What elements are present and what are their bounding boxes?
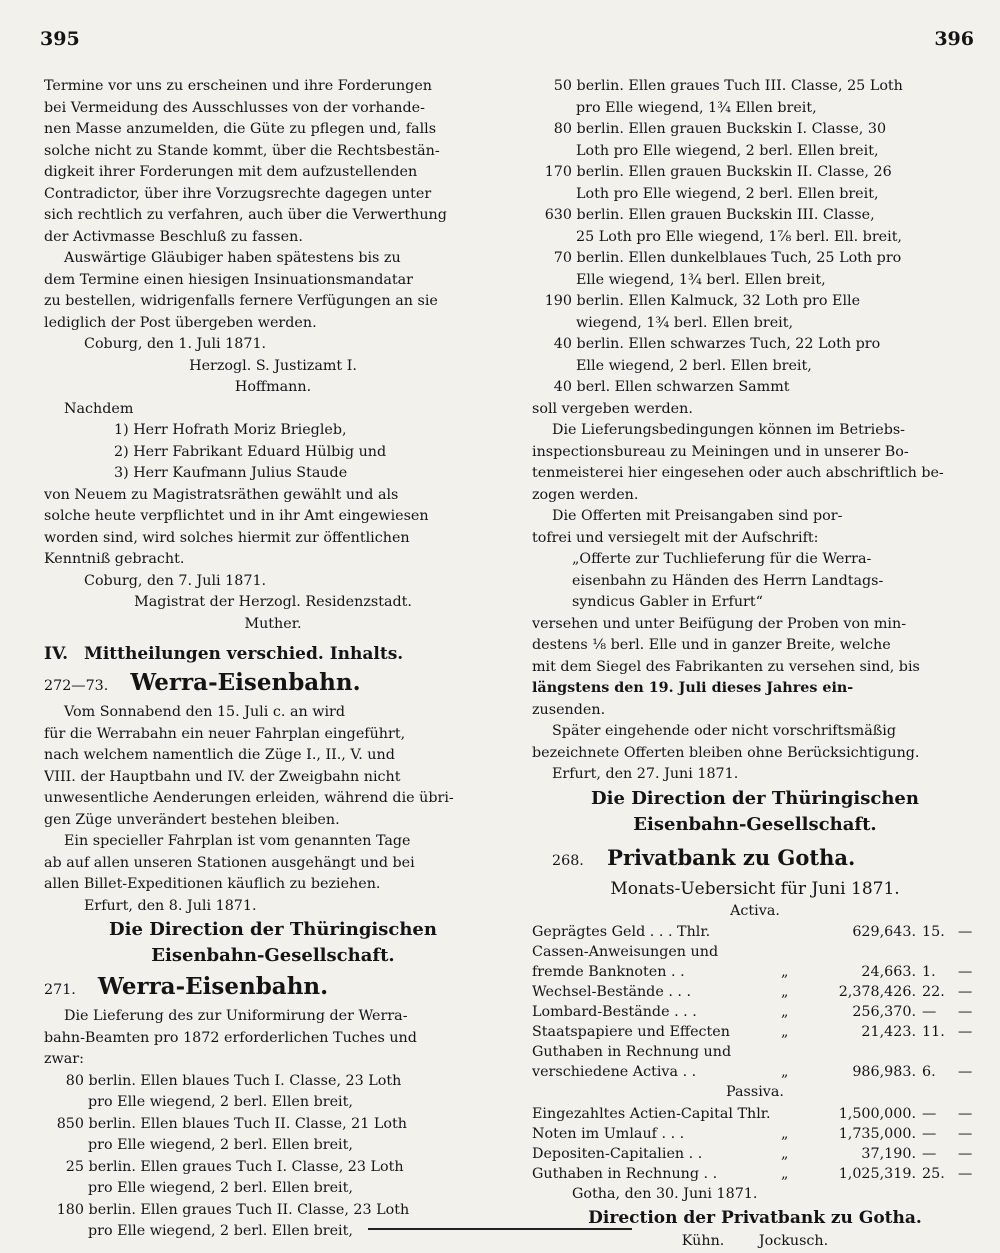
text-line: zu bestellen, widrigenfalls fernere Verfügungen an sie	[44, 293, 438, 309]
finance-pfennig: —	[958, 1004, 973, 1020]
finance-pfennig	[958, 1042, 978, 1062]
ditto-mark: „	[781, 1004, 789, 1020]
finance-groschen: 22.	[922, 984, 945, 1000]
section-heading	[44, 641, 502, 667]
item-text: berlin. Ellen schwarzes Tuch, 22 Loth pro	[576, 336, 881, 352]
section-number: IV.	[44, 644, 69, 664]
ditto-mark: „	[781, 1125, 789, 1142]
text-line: VIII. der Hauptbahn und IV. der Zweigbahn nicht	[44, 768, 401, 785]
text-line: zwar:	[44, 1051, 84, 1067]
text-line: Nachdem	[64, 400, 134, 417]
item-line	[532, 291, 978, 313]
text-line: Termine vor uns zu erscheinen und ihre Forderungen	[44, 78, 433, 94]
finance-label: Depositen-Capitalien . .	[532, 1145, 703, 1162]
notice-title: Privatbank zu Gotha.	[607, 844, 856, 870]
ditto-mark: „	[781, 1024, 789, 1040]
text-line: Später eingehende oder nicht vorschriftsmäßig	[552, 723, 897, 739]
right-column	[532, 76, 978, 1253]
finance-groschen: 6.	[922, 1064, 936, 1080]
item-line	[532, 162, 978, 184]
item-text: berlin. Ellen blaues Tuch I. Classe, 23 Loth	[88, 1072, 402, 1089]
finance-label: Guthaben in Rechnung und	[532, 1044, 732, 1060]
finance-pfennig	[958, 942, 978, 962]
item-line	[532, 248, 978, 270]
finance-groschen: —	[922, 1105, 937, 1122]
finance-amount: 1,735,000.	[838, 1125, 916, 1142]
section-title: Mittheilungen verschied. Inhalts.	[84, 644, 404, 664]
text-line: der Activmasse Beschluß zu fassen.	[44, 228, 303, 245]
text-line: allen Billet-Expeditionen käuflich zu beziehen.	[44, 876, 381, 892]
finance-label: Geprägtes Geld . . . Thlr.	[532, 924, 711, 940]
finance-pfennig: —	[958, 1024, 973, 1040]
finance-amount: 986,983.	[852, 1064, 916, 1080]
text-line: Ein specieller Fahrplan ist vom genannten Tage	[64, 833, 411, 849]
finance-groschen: 1.	[922, 964, 936, 980]
quote-line: eisenbahn zu Händen des Herrn Landtags-	[572, 572, 884, 589]
finance-amount: 2,378,426.	[838, 984, 916, 1000]
finance-groschen: 11.	[922, 1024, 945, 1040]
notice-title: Werra-Eisenbahn.	[97, 973, 329, 1000]
notice-body	[44, 1006, 502, 1243]
bank-heading	[532, 842, 978, 877]
date-line: Gotha, den 30. Juni 1871.	[572, 1185, 758, 1202]
signatory: Jockusch.	[758, 1233, 829, 1249]
item-qty: 50	[553, 78, 572, 94]
finance-row	[532, 1062, 978, 1082]
direction-signature	[532, 786, 978, 838]
finance-groschen: 25.	[922, 1165, 945, 1182]
item-qty: 70	[553, 250, 572, 266]
ditto-mark: „	[781, 984, 789, 1000]
ditto-mark	[781, 922, 801, 942]
finance-groschen	[916, 942, 958, 962]
text-line: sich rechtlich zu verfahren, auch über die Verwerthung	[44, 207, 447, 223]
text-line: nach welchem namentlich die Züge I., II., V. und	[44, 747, 395, 763]
item-qty: 170	[544, 164, 572, 180]
text-line: solche heute verpflichtet und in ihr Amt eingewiesen	[44, 508, 429, 524]
quote-line: „Offerte zur Tuchlieferung für die Werra-	[572, 551, 872, 567]
person-line: 2) Herr Fabrikant Eduard Hülbig und	[114, 443, 387, 460]
item-text: berlin. Ellen graues Tuch III. Classe, 25 Loth	[576, 78, 903, 94]
item-qty: 80	[553, 121, 572, 137]
finance-label: Cassen-Anweisungen und	[532, 944, 719, 960]
ditto-mark: „	[781, 1064, 789, 1080]
direction-line: Eisenbahn-Gesellschaft.	[151, 945, 395, 966]
item-text: berlin. Ellen grauen Buckskin II. Classe, 26	[576, 164, 892, 180]
text-line: Vom Sonnabend den 15. Juli c. an wird	[64, 704, 346, 720]
finance-pfennig: —	[958, 1125, 973, 1142]
page-number-right: 396	[934, 28, 974, 50]
text-line: bezeichnete Offerten bleiben ohne Berücksichtigung.	[532, 744, 920, 761]
item-line	[532, 377, 978, 399]
item-line	[44, 1071, 502, 1093]
finance-label: Lombard-Bestände . . .	[532, 1004, 697, 1020]
text-line: mit dem Siegel des Fabrikanten zu versehen sind, bis	[532, 658, 920, 675]
finance-pfennig: —	[958, 1105, 973, 1122]
date-line: Erfurt, den 27. Juni 1871.	[552, 766, 739, 782]
item-text: berlin. Ellen blaues Tuch II. Classe, 21 Loth	[88, 1115, 407, 1132]
activa-label: Activa.	[730, 902, 780, 919]
item-qty: 630	[544, 207, 572, 223]
finance-row	[532, 982, 978, 1002]
item-line: Elle wiegend, 2 berl. Ellen breit,	[576, 357, 812, 374]
bank-names	[532, 1231, 978, 1253]
finance-amount	[801, 942, 916, 962]
item-line: 25 Loth pro Elle wiegend, 1⅞ berl. Ell. breit,	[576, 228, 902, 245]
finance-amount	[801, 1042, 916, 1062]
ditto-mark	[781, 1104, 801, 1124]
finance-amount: 1,025,319.	[838, 1165, 916, 1182]
finance-label: Staatspapiere und Effecten	[532, 1024, 730, 1040]
item-qty: 190	[544, 293, 572, 309]
item-qty: 180	[56, 1201, 84, 1218]
notice-number: 271.	[44, 982, 76, 998]
finance-row	[532, 1144, 978, 1164]
item-text: berlin. Ellen graues Tuch I. Classe, 23 Loth	[88, 1158, 404, 1175]
text-line: bei Vermeidung des Ausschlusses von der vorhande-	[44, 99, 425, 116]
finance-label: verschiedene Activa . .	[532, 1064, 697, 1080]
items-continued	[532, 76, 978, 786]
text-line: destens ⅛ berl. Elle und in ganzer Breite, welche	[532, 637, 891, 653]
signatory: Kühn.	[681, 1233, 725, 1249]
item-line: pro Elle wiegend, 2 berl. Ellen breit,	[88, 1137, 353, 1153]
text-line: lediglich der Post übergeben werden.	[44, 314, 317, 331]
signature-office: Herzogl. S. Justizamt I.	[189, 357, 357, 374]
finance-pfennig: —	[958, 1064, 973, 1080]
person-line: 1) Herr Hofrath Moriz Briegleb,	[114, 422, 347, 438]
notice-number: 268.	[552, 852, 584, 869]
finance-pfennig: —	[958, 1145, 973, 1162]
item-line: pro Elle wiegend, 2 berl. Ellen breit,	[88, 1180, 353, 1196]
item-qty: 850	[56, 1115, 84, 1132]
finance-amount: 629,643.	[852, 924, 916, 940]
item-qty: 40	[553, 336, 572, 352]
passiva-label: Passiva.	[726, 1084, 784, 1100]
left-column	[44, 76, 502, 1243]
text-line: bahn-Beamten pro 1872 erforderlichen Tuches und	[44, 1029, 417, 1046]
quote-line: syndicus Gabler in Erfurt“	[572, 594, 763, 610]
finance-amount: 256,370.	[852, 1004, 916, 1020]
finance-pfennig: —	[958, 984, 973, 1000]
item-line: Loth pro Elle wiegend, 2 berl. Ellen breit,	[576, 185, 879, 202]
direction-line: Die Direction der Thüringischen	[591, 787, 919, 809]
date-line: Coburg, den 1. Juli 1871.	[84, 336, 267, 352]
finance-row	[532, 1042, 978, 1062]
text-line: zogen werden.	[532, 486, 639, 503]
notice-number: 272—73.	[44, 678, 109, 694]
item-line: pro Elle wiegend, 2 berl. Ellen breit,	[88, 1094, 353, 1110]
finance-label: Eingezahltes Actien-Capital Thlr.	[532, 1105, 771, 1122]
finance-amount: 21,423.	[861, 1024, 916, 1040]
text-line: dem Termine einen hiesigen Insinuationsmandatar	[44, 271, 413, 288]
text-line: Contradictor, über ihre Vorzugsrechte dagegen unter	[44, 185, 432, 202]
finance-groschen: —	[922, 1004, 937, 1020]
text-line: tofrei und versiegelt mit der Aufschrift:	[532, 529, 819, 546]
item-line	[44, 1157, 502, 1179]
finance-pfennig: —	[958, 924, 973, 940]
activa-table	[532, 922, 978, 1082]
person-line: 3) Herr Kaufmann Julius Staude	[114, 465, 348, 481]
date-line: Erfurt, den 8. Juli 1871.	[84, 897, 257, 914]
finance-amount: 24,663.	[861, 964, 916, 980]
finance-row	[532, 1002, 978, 1022]
text-line: tenmeisterei hier eingesehen oder auch abschriftlich be-	[532, 465, 944, 481]
passiva-table	[532, 1104, 978, 1184]
finance-label: Wechsel-Bestände . . .	[532, 984, 692, 1000]
text-line: Die Lieferung des zur Uniformirung der Werra-	[64, 1008, 408, 1024]
text-line: zusenden.	[532, 701, 606, 718]
finance-groschen: —	[922, 1125, 937, 1142]
finance-amount: 1,500,000.	[838, 1105, 916, 1122]
item-line: pro Elle wiegend, 1¾ Ellen breit,	[576, 99, 817, 116]
direction-signature	[44, 917, 502, 969]
text-line: solche nicht zu Stande kommt, über die Rechtsbestän-	[44, 142, 440, 159]
text-line: worden sind, wird solches hiermit zur öffentlichen	[44, 529, 410, 546]
finance-pfennig: —	[958, 1165, 973, 1182]
notice-heading	[44, 971, 502, 1006]
coburg-notice	[44, 76, 502, 635]
ditto-mark	[781, 1042, 801, 1062]
item-line	[532, 205, 978, 227]
text-line: Kenntniß gebracht.	[44, 551, 185, 567]
ditto-mark: „	[781, 1145, 789, 1162]
item-line: Loth pro Elle wiegend, 2 berl. Ellen breit,	[576, 142, 879, 159]
deadline-line: längstens den 19. Juli dieses Jahres ein-	[532, 680, 854, 696]
text-line: von Neuem zu Magistratsräthen gewählt und als	[44, 486, 399, 503]
direction-line: Eisenbahn-Gesellschaft.	[633, 813, 877, 835]
item-text: berlin. Ellen Kalmuck, 32 Loth pro Elle	[576, 293, 861, 309]
finance-row	[532, 922, 978, 942]
text-line: digkeit ihrer Forderungen mit dem aufzustellenden	[44, 164, 418, 180]
item-line: pro Elle wiegend, 2 berl. Ellen breit,	[88, 1223, 353, 1239]
signature-name: Muther.	[244, 615, 302, 632]
finance-row	[532, 962, 978, 982]
finance-row	[532, 1022, 978, 1042]
text-line: Auswärtige Gläubiger haben spätestens bis zu	[64, 250, 401, 266]
date-line: Coburg, den 7. Juli 1871.	[84, 572, 267, 589]
notice-title: Werra-Eisenbahn.	[130, 669, 361, 696]
item-text: berl. Ellen schwarzen Sammt	[576, 379, 790, 395]
item-line: wiegend, 1¾ berl. Ellen breit,	[576, 314, 794, 331]
item-line: Elle wiegend, 1¾ berl. Ellen breit,	[576, 271, 826, 288]
direction-line: Die Direction der Thüringischen	[109, 919, 437, 940]
item-line	[532, 119, 978, 141]
text-line: Die Offerten mit Preisangaben sind por-	[552, 508, 843, 524]
finance-row	[532, 1104, 978, 1124]
finance-groschen	[916, 1042, 958, 1062]
item-text: berlin. Ellen graues Tuch II. Classe, 23 Loth	[88, 1201, 410, 1218]
finance-row	[532, 1124, 978, 1144]
bank-signature: Direction der Privatbank zu Gotha.	[588, 1208, 922, 1228]
finance-amount: 37,190.	[861, 1145, 916, 1162]
finance-label: Noten im Umlauf . . .	[532, 1125, 685, 1142]
text-line: unwesentliche Aenderungen erleiden, während die übri-	[44, 790, 454, 806]
finance-groschen: 15.	[922, 924, 945, 940]
item-text: berlin. Ellen dunkelblaues Tuch, 25 Loth pro	[576, 250, 902, 266]
item-qty: 80	[65, 1072, 84, 1089]
finance-label: fremde Banknoten . .	[532, 964, 685, 980]
item-text: berlin. Ellen grauen Buckskin III. Classe,	[576, 207, 875, 223]
finance-row	[532, 942, 978, 962]
item-line	[532, 334, 978, 356]
item-line	[44, 1200, 502, 1222]
text-line: ab auf allen unseren Stationen ausgehängt und bei	[44, 854, 415, 871]
signature-name: Hoffmann.	[234, 379, 312, 395]
text-line: gen Züge unverändert bestehen bleiben.	[44, 811, 340, 828]
ditto-mark	[781, 942, 801, 962]
text-line: nen Masse anzumelden, die Güte zu pflegen und, falls	[44, 121, 437, 137]
text-line: inspectionsbureau zu Meiningen und in unserer Bo-	[532, 443, 909, 460]
notice-body	[44, 702, 502, 917]
item-line	[532, 76, 978, 98]
signature-office: Magistrat der Herzogl. Residenzstadt.	[134, 594, 412, 610]
finance-pfennig: —	[958, 964, 973, 980]
finance-groschen: —	[922, 1145, 937, 1162]
text-line: soll vergeben werden.	[532, 400, 693, 417]
finance-row	[532, 1164, 978, 1184]
finance-label: Guthaben in Rechnung . .	[532, 1165, 718, 1182]
text-line: Die Lieferungsbedingungen können im Betriebs-	[552, 422, 906, 438]
notice-heading	[44, 667, 502, 702]
item-qty: 40	[553, 379, 572, 395]
item-qty: 25	[65, 1158, 84, 1175]
bottom-rule	[368, 1228, 632, 1230]
page-number-left: 395	[40, 28, 80, 50]
item-text: berlin. Ellen grauen Buckskin I. Classe, 30	[576, 121, 887, 137]
ditto-mark: „	[781, 1165, 789, 1182]
ditto-mark: „	[781, 964, 789, 980]
bank-subtitle: Monats-Uebersicht für Juni 1871.	[610, 878, 900, 899]
text-line: für die Werrabahn ein neuer Fahrplan eingeführt,	[44, 725, 406, 742]
item-line	[44, 1114, 502, 1136]
text-line: versehen und unter Beifügung der Proben von min-	[532, 615, 907, 632]
